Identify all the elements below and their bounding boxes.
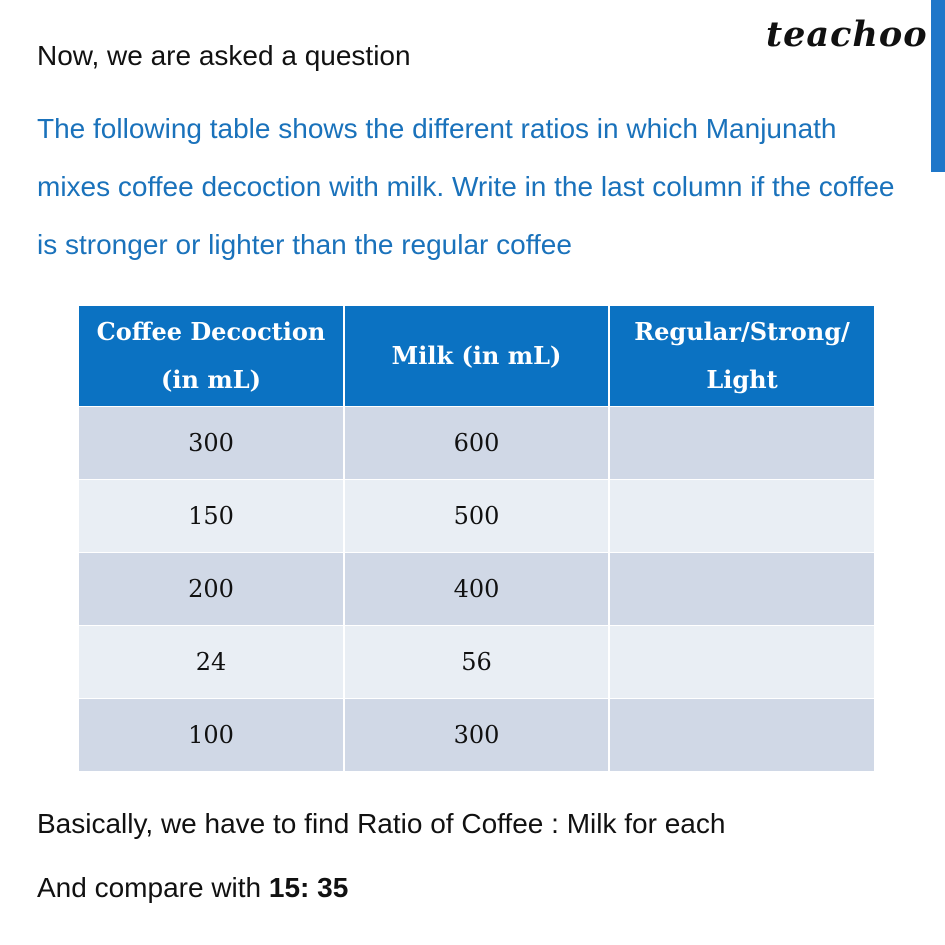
cell-milk: 56 [344,626,609,699]
cell-milk: 300 [344,699,609,772]
cell-milk: 400 [344,553,609,626]
header-milk: Milk (in mL) [344,306,609,407]
table-row [79,626,874,699]
table-row [79,699,874,772]
cell-coffee: 200 [79,553,344,626]
compare-prefix: And compare with [37,872,269,903]
cell-strength [609,553,874,626]
table-row [79,407,874,480]
cell-coffee: 24 [79,626,344,699]
note-text: Basically, we have to find Ratio of Coffee : Milk for each [37,808,726,839]
question-text: The following table shows the different ratios in which Manjunath mixes coffee decoction with milk. Write in the last column if the coffee is stronger or lighter than the regular coffee [37,113,895,260]
compare-ratio: 15: 35 [268,872,349,903]
cell-strength [609,699,874,772]
table-row [79,553,874,626]
cell-strength [609,480,874,553]
intro-text: Now, we are asked a question [37,40,411,71]
ratio-table [79,306,874,771]
cell-milk: 600 [344,407,609,480]
cell-coffee: 300 [79,407,344,480]
header-coffee-decoction: Coffee Decoction (in mL) [79,306,344,407]
cell-strength [609,626,874,699]
table-row [79,480,874,553]
table-header-row [79,306,874,407]
cell-coffee: 150 [79,480,344,553]
cell-milk: 500 [344,480,609,553]
compare-text [37,872,348,904]
cell-strength [609,407,874,480]
teachoo-logo: teachoo [766,14,928,55]
cell-coffee: 100 [79,699,344,772]
scrollbar-thumb[interactable] [931,0,945,172]
header-regular-strong-light: Regular/Strong/ Light [609,306,874,407]
